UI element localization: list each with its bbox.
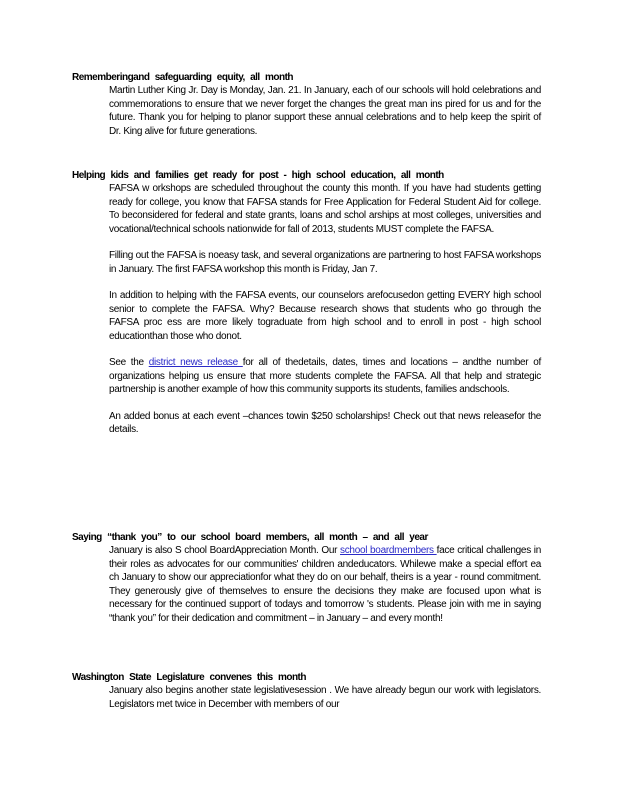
section-legislature: [72, 672, 542, 711]
section-heading: Washington State Legislature convenes this month: [72, 672, 306, 683]
section-school-board: [72, 532, 542, 625]
paragraph: Filling out the FAFSA is noeasy task, and several organizations are partnering to host FAFSA workshops in January. The first FAFSA workshop this month is Friday, Jan 7.: [109, 250, 541, 275]
section-fafsa: [72, 170, 542, 437]
paragraph: [109, 544, 541, 625]
district-news-release-link[interactable]: district news release: [148, 357, 243, 368]
paragraph-text: See the: [109, 357, 149, 368]
section-heading: Saying “thank you” to our school board members, all month – and all year: [72, 532, 428, 543]
paragraph-text: face critical challenges in their roles as advocates for our communities' children andeducators. Whilewe make a special effort ea ch January to show our appreciationfor what they do on our behalf, theirs is a year - round commitment. They generously give of themselves to ensure the decisions they make are focused upon what is necessary for the continued support of todays and tomorrow 's students. Please join with me in saying “thank you” for their dedication and commitment – in January – and every month!: [109, 545, 541, 624]
section-heading: Helping kids and families get ready for post - high school education, all month: [72, 170, 444, 181]
paragraph: FAFSA w orkshops are scheduled throughout the county this month. If you have had students getting ready for college, you know that FAFSA stands for Free Application for Federal Student Aid for college. To beconsidered for federal and state grants, loans and schol arships at most colleges, universities and vocational/technical schools nationwide for fall of 2013, students MUST complete the FAFSA.: [109, 183, 541, 235]
paragraph: Martin Luther King Jr. Day is Monday, Jan. 21. In January, each of our schools will hold celebrations and commemorations to ensure that we never forget the changes the great man ins pired for us and for the future. Thank you for helping to planor support these annual celebrations and to help keep the spirit of Dr. King alive for future generations.: [109, 85, 541, 137]
school-board-members-link[interactable]: school boardmembers: [340, 545, 437, 556]
paragraph-text: January is also S chool BoardAppreciation Month. Our: [109, 545, 341, 556]
section-body: [109, 84, 541, 138]
paragraph: [109, 356, 541, 397]
section-mlk-day: [72, 72, 542, 138]
section-body: [109, 544, 541, 625]
paragraph: An added bonus at each event –chances towin $250 scholarships! Check out that news releasefor the details.: [109, 410, 541, 435]
paragraph: January also begins another state legislativesession . We have already begun our work with legislators. Legislators met twice in December with members of our: [109, 685, 541, 710]
section-body: [109, 182, 541, 437]
paragraph: In addition to helping with the FAFSA events, our counselors arefocusedon getting EVERY high school senior to complete the FAFSA. Why? Because research shows that students who go through the FAFSA proc ess are more likely tograduate from high school and to enroll in post - high school educationthan those who donot.: [109, 290, 541, 342]
paragraph-text: for all of thedetails, dates, times and locations – andthe number of organizations helping us ensure that more students complete the FAFSA. All that help and strategic partnership is another example of how this community supports its students, families andschools.: [109, 357, 541, 395]
section-heading: Rememberingand safeguarding equity, all month: [72, 72, 294, 83]
section-body: [109, 684, 541, 711]
